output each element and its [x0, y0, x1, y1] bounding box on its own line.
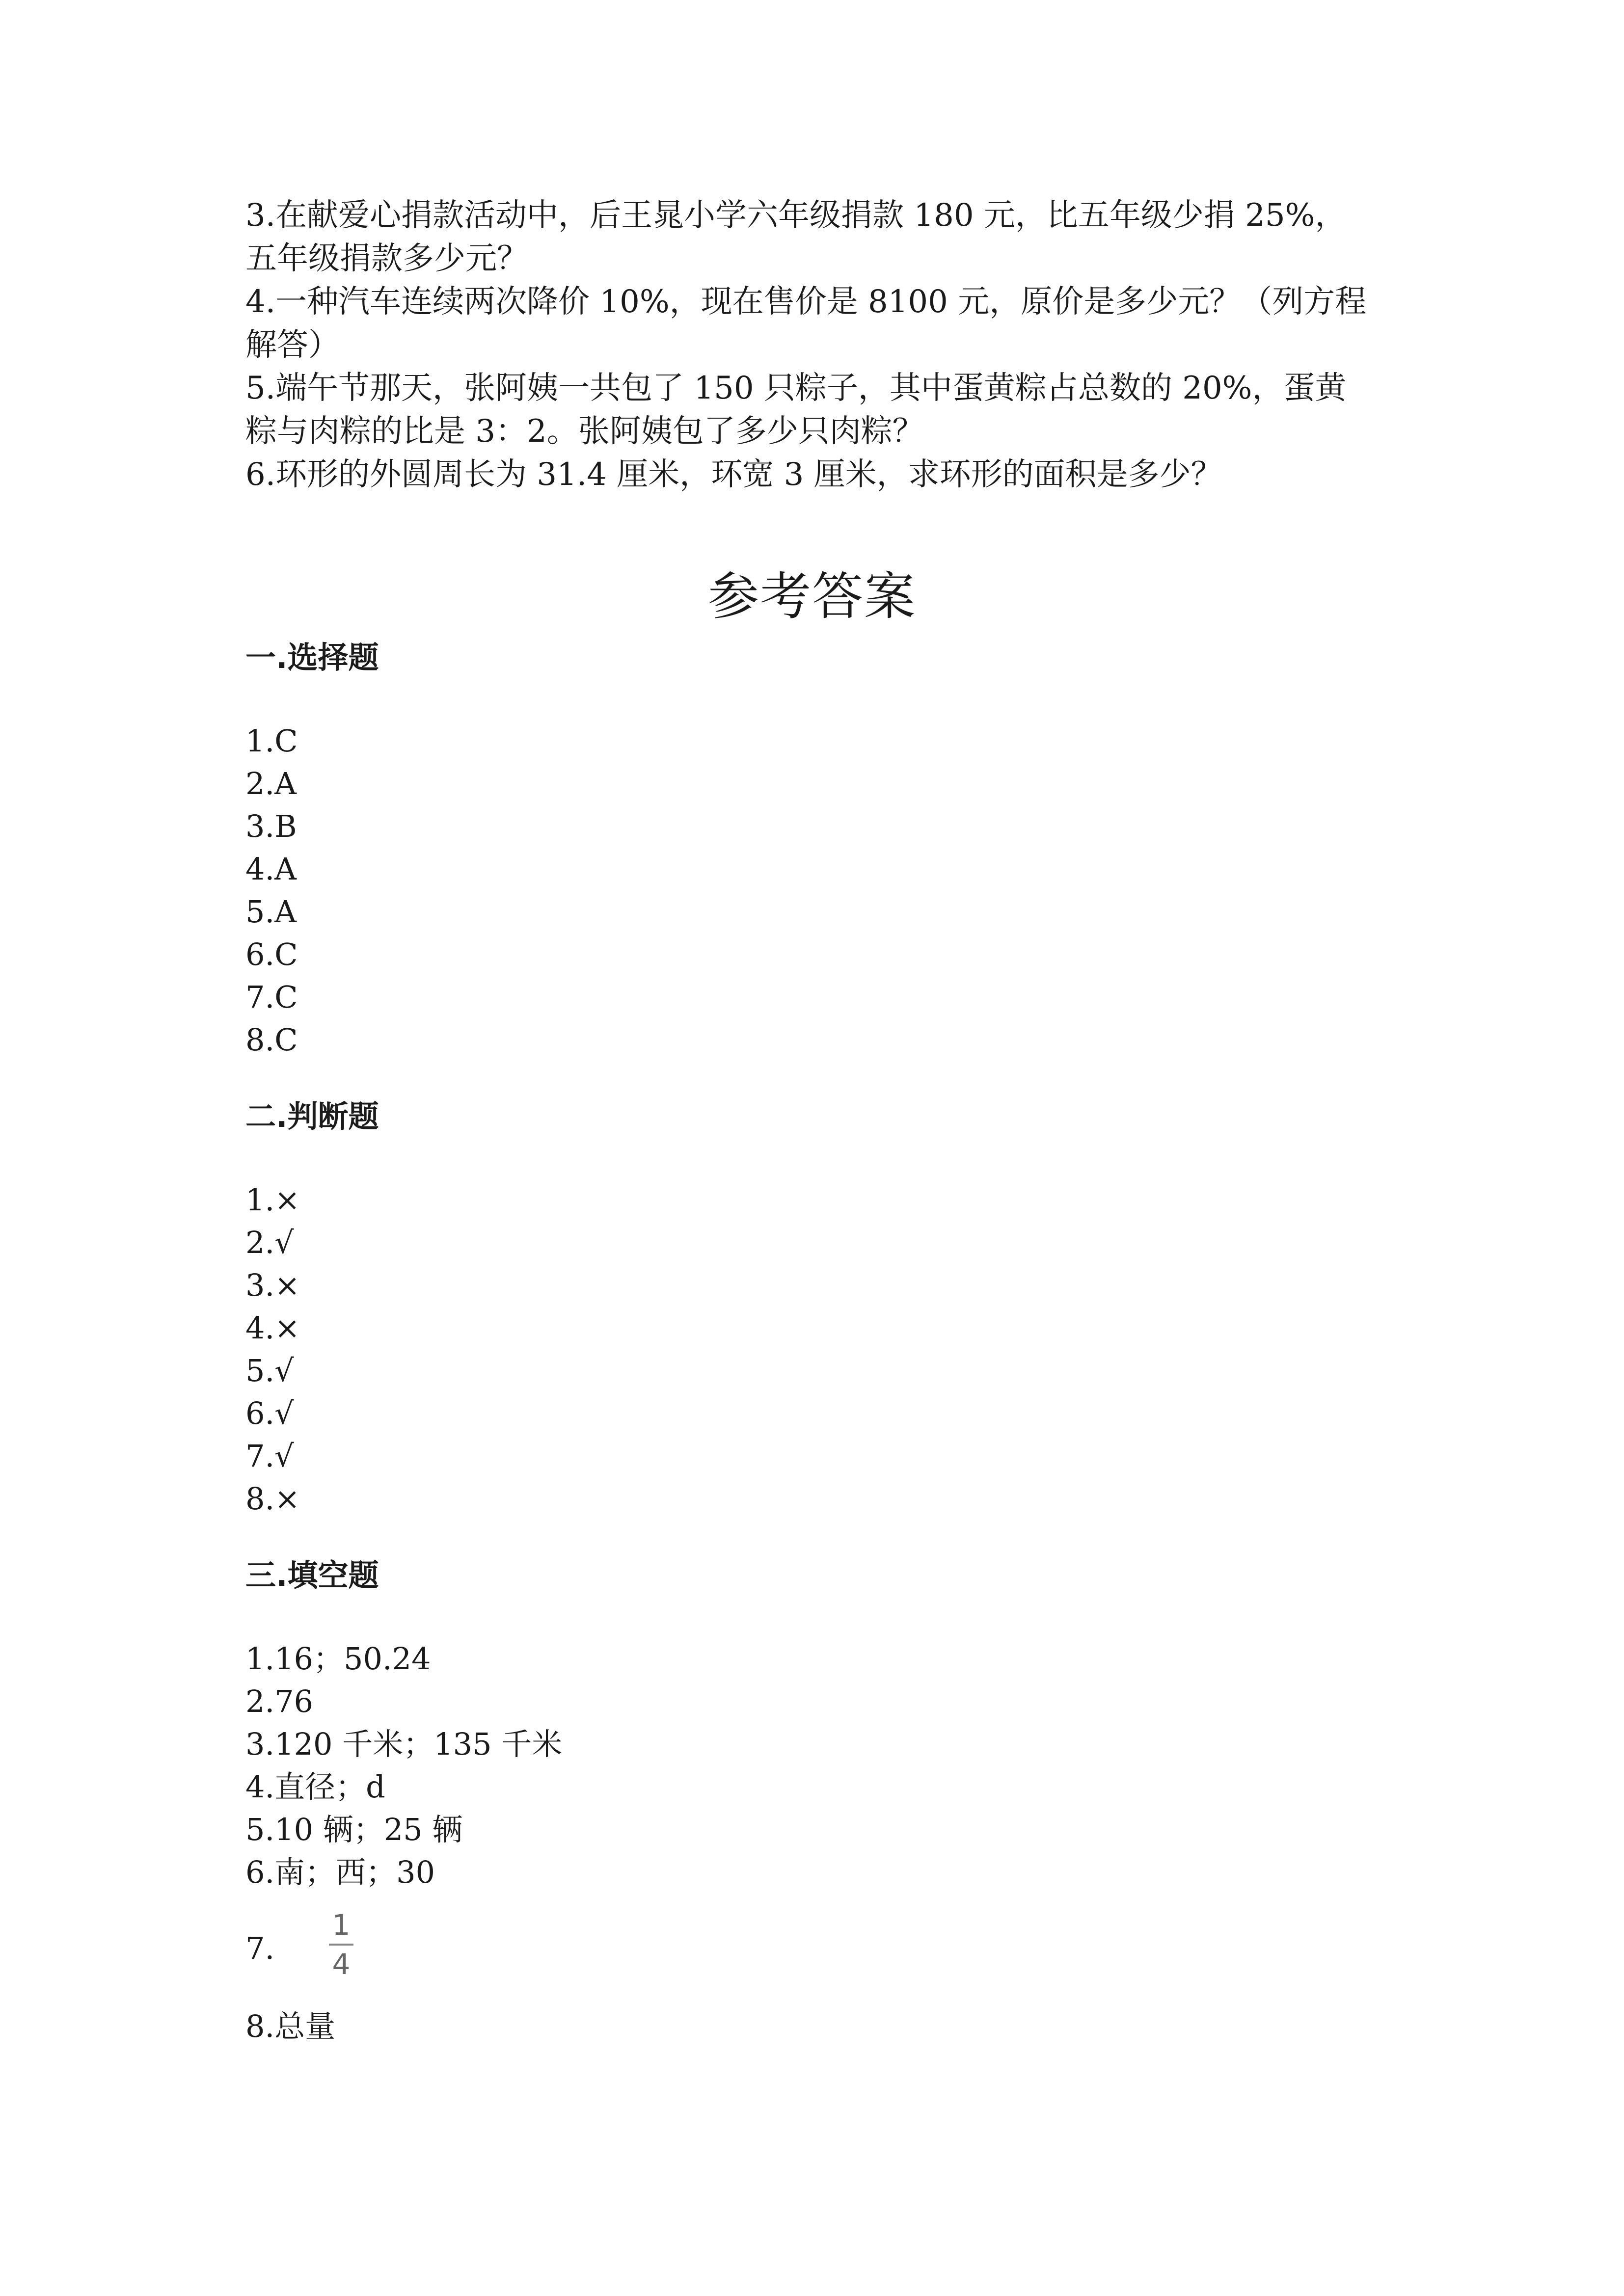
section-heading-judgment: 二.判断题 — [245, 1098, 379, 1134]
fill-blank-item-8 — [245, 2005, 335, 2048]
list-item: 3.× — [245, 1267, 300, 1303]
list-item: 6.南；西；30 — [245, 1854, 435, 1890]
list-item: 3.120 千米；135 千米 — [245, 1726, 563, 1762]
problem-3-line-2: 五年级捐款多少元？ — [245, 240, 528, 277]
list-item: 1.C — [245, 723, 298, 759]
list-item: 2.√ — [245, 1225, 294, 1260]
problem-3-line-1: 3.在献爱心捐款活动中，后王晁小学六年级捐款 180 元，比五年级少捐 25%， — [245, 197, 1347, 234]
problem-4-line-1: 4.一种汽车连续两次降价 10%，现在售价是 8100 元，原价是多少元？（列方程 — [245, 284, 1367, 320]
list-item: 2.A — [245, 766, 297, 801]
list-item: 3.B — [245, 808, 297, 844]
fraction-denominator: 4 — [332, 1948, 351, 1981]
fraction-one-quarter — [329, 1909, 353, 1980]
choice-answer-list — [245, 720, 298, 1061]
section-heading-fill-blank: 三.填空题 — [245, 1557, 379, 1593]
list-item: 7.√ — [245, 1438, 294, 1474]
list-item: 1.× — [245, 1182, 300, 1218]
list-item: 7.C — [245, 979, 298, 1015]
problem-6-line-1: 6.环形的外圆周长为 31.4 厘米，环宽 3 厘米，求环形的面积是多少？ — [245, 456, 1222, 493]
list-item: 8.C — [245, 1022, 298, 1058]
list-item: 1.16；50.24 — [245, 1641, 431, 1677]
list-item: 4.A — [245, 851, 297, 887]
problem-5-line-1: 5.端午节那天，张阿姨一共包了 150 只粽子，其中蛋黄粽占总数的 20%，蛋黄 — [245, 370, 1347, 406]
list-item: 8.× — [245, 1481, 300, 1517]
list-item: 5.10 辆；25 辆 — [245, 1812, 463, 1847]
list-item: 2.76 — [245, 1683, 314, 1719]
section-heading-choice: 一.选择题 — [245, 640, 379, 675]
fill-blank-answer-list — [245, 1637, 562, 1894]
problem-5-line-2: 粽与肉粽的比是 3：2。张阿姨包了多少只肉粽？ — [245, 413, 924, 450]
list-item: 5.A — [245, 894, 297, 930]
judgment-answer-list — [245, 1178, 300, 1520]
list-item: 4.× — [245, 1310, 300, 1346]
item-7-label: 7. — [245, 1930, 275, 1966]
list-item: 5.√ — [245, 1353, 294, 1388]
list-item: 4.直径；d — [245, 1769, 385, 1805]
fraction-numerator: 1 — [332, 1908, 351, 1942]
problem-4-line-2: 解答） — [245, 327, 340, 363]
problem-list — [245, 194, 1389, 496]
list-item: 8.总量 — [245, 2008, 336, 2044]
answers-title: 参考答案 — [707, 566, 916, 626]
fraction-bar — [329, 1944, 353, 1946]
list-item: 6.C — [245, 936, 298, 972]
list-item: 6.√ — [245, 1395, 294, 1431]
